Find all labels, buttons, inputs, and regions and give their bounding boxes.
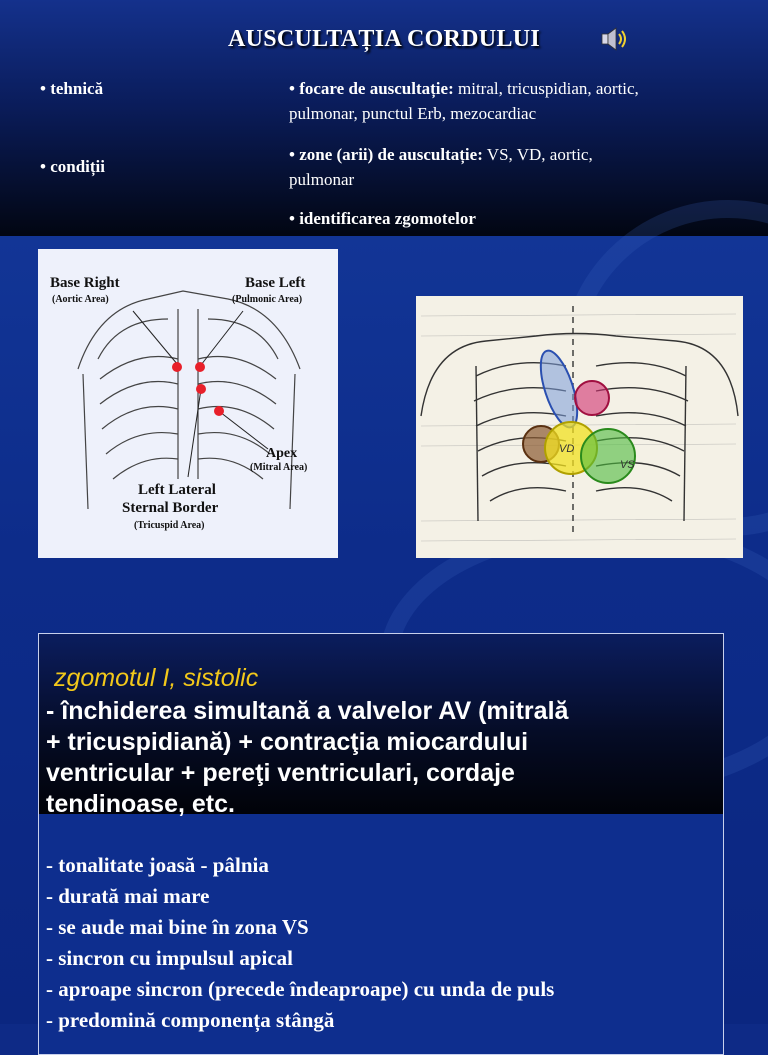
label-sternal-border: Sternal Border — [122, 500, 219, 516]
characteristics-list — [46, 850, 554, 1036]
speaker-icon[interactable] — [600, 26, 630, 52]
label-left-lateral: Left Lateral — [138, 482, 216, 498]
first-heart-sound-heading: zgomotul I, sistolic — [54, 664, 259, 692]
label-vs: VS — [620, 459, 635, 471]
bullet-zone: • zone (arii) de auscultație: VS, VD, aortic, pulmonar — [289, 145, 593, 189]
list-item: - predomină componența stângă — [46, 1008, 335, 1032]
label-vd: VD — [559, 443, 575, 455]
bullet-conditii: • condiții — [40, 157, 105, 176]
list-item: - aproape sincron (precede îndeaproape) cu unda de puls — [46, 977, 555, 1001]
bullet-tehnica: • tehnică — [40, 79, 104, 98]
first-heart-sound-description: - închiderea simultană a valvelor AV (mitrală + tricuspidiană) + contracţia miocardului ventricular + pereţi ventriculari, cordaje tendinoase, etc. — [46, 697, 569, 818]
label-pulmonic-area: (Pulmonic Area) — [232, 294, 303, 305]
list-item: - tonalitate joasă - pâlnia — [46, 853, 269, 877]
list-item: - se aude mai bine în zona VS — [46, 915, 309, 939]
label-tricuspid-area: (Tricuspid Area) — [134, 520, 205, 531]
bullet-identificare: • identificarea zgomotelor — [289, 209, 476, 228]
label-aortic-area: (Aortic Area) — [52, 294, 109, 305]
auscultation-points-figure — [38, 249, 338, 558]
list-item: - durată mai mare — [46, 884, 210, 908]
slide-title: AUSCULTAȚIA CORDULUI — [227, 26, 541, 52]
list-item: - sincron cu impulsul apical — [46, 946, 293, 970]
label-base-right: Base Right — [50, 275, 120, 291]
bullet-focare: • focare de auscultație: mitral, tricuspidian, aortic, pulmonar, punctul Erb, mezocardiac — [289, 79, 639, 123]
label-apex: Apex — [266, 446, 298, 461]
auscultation-zones-figure — [416, 296, 743, 558]
label-base-left: Base Left — [245, 275, 306, 291]
label-mitral-area: (Mitral Area) — [250, 462, 308, 473]
